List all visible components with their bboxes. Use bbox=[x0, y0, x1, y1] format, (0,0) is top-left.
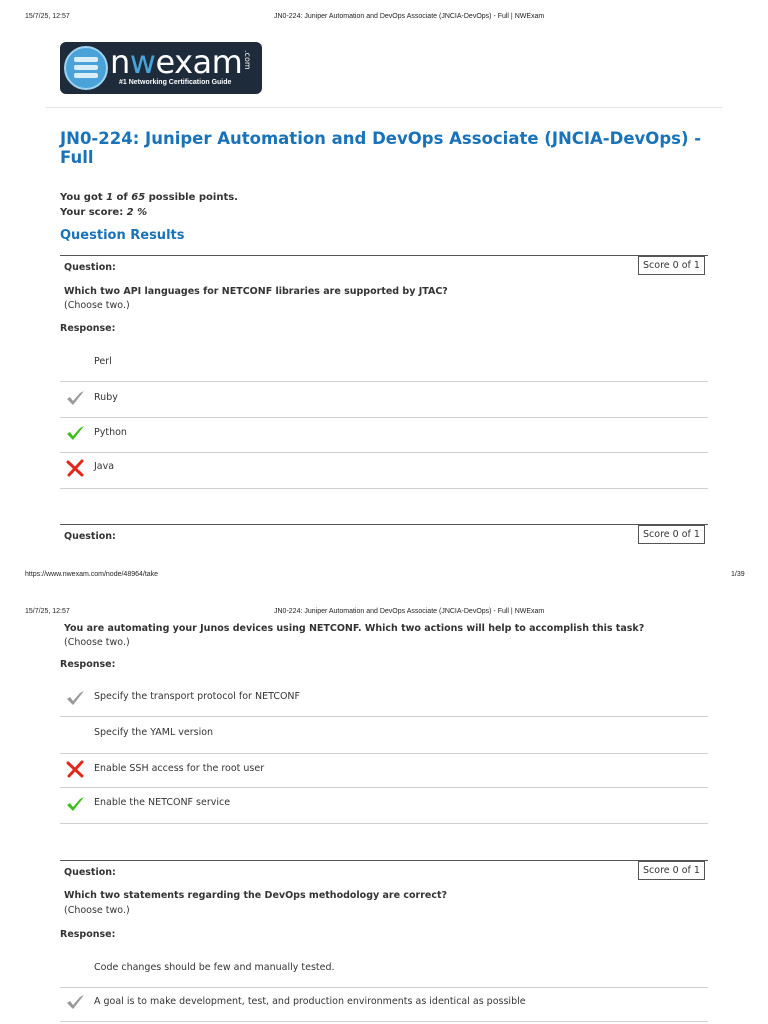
option-text: Java bbox=[94, 461, 115, 472]
option-divider bbox=[60, 452, 708, 453]
your-score-line: Your score: 2 % bbox=[60, 207, 148, 218]
question-label: Question: bbox=[64, 531, 116, 542]
question-divider bbox=[60, 860, 708, 861]
option-text: Code changes should be few and manually tested. bbox=[94, 962, 335, 973]
option-divider bbox=[60, 716, 708, 717]
logo-wordmark: nwexam bbox=[110, 43, 243, 81]
option-text: Perl bbox=[94, 356, 112, 367]
print-doc-title: JN0-224: Juniper Automation and DevOps Associate (JNCIA-DevOps) - Full | NWExam bbox=[274, 608, 545, 615]
print-url: https://www.nwexam.com/node/48964/take bbox=[25, 571, 159, 578]
option-text: A goal is to make development, test, and production environments as identical as possible bbox=[94, 996, 526, 1007]
question-text: Which two statements regarding the DevOps methodology are correct? bbox=[64, 890, 448, 901]
option-divider bbox=[60, 987, 708, 988]
question-instruction: (Choose two.) bbox=[64, 637, 130, 648]
option-divider bbox=[60, 381, 708, 382]
score-badge: Score 0 of 1 bbox=[638, 525, 705, 544]
response-label: Response: bbox=[60, 929, 116, 940]
question-label: Question: bbox=[64, 867, 116, 878]
option-divider bbox=[60, 1021, 708, 1022]
response-label: Response: bbox=[60, 659, 116, 670]
logo-com: .com bbox=[243, 50, 252, 70]
print-page-number: 1/39 bbox=[731, 571, 745, 578]
print-datetime: 15/7/25, 12:57 bbox=[25, 608, 70, 615]
server-icon bbox=[64, 46, 108, 90]
header-divider bbox=[46, 107, 722, 108]
option-text: Enable the NETCONF service bbox=[94, 797, 231, 808]
option-divider bbox=[60, 753, 708, 754]
option-divider bbox=[60, 787, 708, 788]
question-text: Which two API languages for NETCONF libraries are supported by JTAC? bbox=[64, 286, 448, 297]
question-instruction: (Choose two.) bbox=[64, 300, 130, 311]
green-check-icon bbox=[65, 794, 85, 814]
question-divider bbox=[60, 255, 708, 256]
question-divider bbox=[60, 524, 708, 525]
print-doc-title: JN0-224: Juniper Automation and DevOps Associate (JNCIA-DevOps) - Full | NWExam bbox=[274, 13, 545, 20]
response-label: Response: bbox=[60, 323, 116, 334]
print-datetime: 15/7/25, 12:57 bbox=[25, 13, 70, 20]
question-instruction: (Choose two.) bbox=[64, 905, 130, 916]
option-text: Specify the transport protocol for NETCONF bbox=[94, 691, 301, 702]
option-text: Specify the YAML version bbox=[94, 727, 214, 738]
page-title: JN0-224: Juniper Automation and DevOps Associate (JNCIA-DevOps) - Full bbox=[60, 129, 702, 167]
option-text: Enable SSH access for the root user bbox=[94, 763, 265, 774]
option-divider bbox=[60, 823, 708, 824]
logo-tagline: #1 Networking Certification Guide bbox=[119, 79, 232, 86]
question-label: Question: bbox=[64, 262, 116, 273]
option-divider bbox=[60, 488, 708, 489]
green-check-icon bbox=[65, 423, 85, 443]
score-badge: Score 0 of 1 bbox=[638, 256, 705, 275]
nwexam-logo[interactable] bbox=[60, 42, 262, 94]
option-text: Ruby bbox=[94, 392, 118, 403]
gray-check-icon bbox=[65, 688, 85, 708]
gray-check-icon bbox=[65, 992, 85, 1012]
points-line: You got 1 of 65 possible points. bbox=[60, 192, 238, 203]
score-badge: Score 0 of 1 bbox=[638, 861, 705, 880]
option-divider bbox=[60, 417, 708, 418]
option-text: Python bbox=[94, 427, 127, 438]
red-x-icon bbox=[65, 458, 85, 478]
red-x-icon bbox=[65, 759, 85, 779]
question-results-heading: Question Results bbox=[60, 228, 185, 243]
gray-check-icon bbox=[65, 388, 85, 408]
question-text: You are automating your Junos devices using NETCONF. Which two actions will help to accomplish this task? bbox=[64, 623, 645, 634]
